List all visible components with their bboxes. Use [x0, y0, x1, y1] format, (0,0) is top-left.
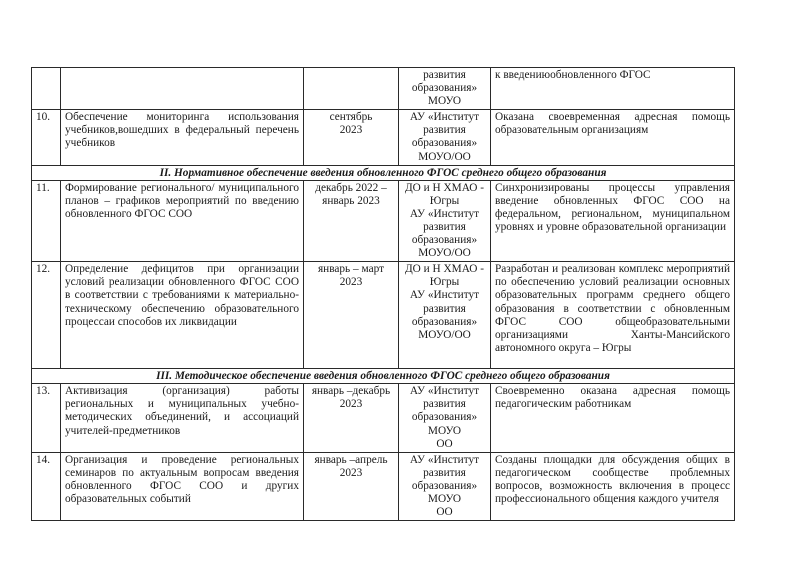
activity-description: Определение дефицитов при организации условий реализации обновленного ФГОС СОО в соответствии с требованиями к материально-техническому обеспечению образовательного процессаи способов их ликвидации [61, 262, 304, 369]
section-title: II. Нормативное обеспечение введения обновленного ФГОС среднего общего образования [32, 165, 735, 180]
deadline-line: 2023 [339, 276, 363, 289]
deadline-line: 2023 [339, 466, 363, 479]
responsible-line: АУ «Институт [409, 453, 480, 466]
row-number: 12. [32, 262, 61, 369]
row-number: 13. [32, 384, 61, 452]
responsible-line: АУ «Институт [409, 385, 480, 398]
responsible-line: МОУО/ОО [418, 328, 471, 341]
table-row-13 [32, 384, 735, 452]
activity-description [61, 68, 304, 110]
responsible-line: развития [423, 466, 466, 479]
responsible-line: образования» [411, 479, 478, 492]
activity-description: Организация и проведение региональных семинаров по актуальным вопросам введения обновленного ФГОС СОО и других образовательных событий [61, 452, 304, 520]
responsible-line: развития [423, 398, 466, 411]
responsible [399, 262, 491, 369]
responsible-line: Югры [429, 276, 460, 289]
deadline-line: 2023 [339, 398, 363, 411]
table-row-10 [32, 110, 735, 165]
row-number [32, 68, 61, 110]
table-row-12 [32, 262, 735, 369]
responsible [399, 180, 491, 262]
responsible-line: образования» [411, 411, 478, 424]
implementation-plan-table [31, 67, 735, 521]
deadline [304, 110, 399, 165]
deadline [304, 384, 399, 452]
result: Созданы площадки для обсуждения общих в педагогическом сообществе проблемных вопросов, возможность включения в процесс профессионального общения каждого учителя [491, 452, 735, 520]
table-row-11 [32, 180, 735, 262]
activity-description: Активизация (организация) работы региональных и муниципальных учебно-методических объединений, и ассоциаций учителей-предметников [61, 384, 304, 452]
responsible-line: развития [423, 69, 466, 81]
section-heading-row [32, 165, 735, 180]
responsible-line: АУ «Институт [409, 111, 480, 124]
responsible-line: образования» [411, 137, 478, 150]
responsible-line: ОО [436, 437, 453, 450]
responsible-line: МОУО [427, 492, 462, 505]
responsible-line: ДО и Н ХМАО - [404, 181, 485, 194]
deadline-line: 2023 [339, 124, 363, 137]
responsible-line: развития [423, 220, 466, 233]
activity-description: Формирование регионального/ муниципального планов – графиков мероприятий по введению обновленного ФГОС СОО [61, 180, 304, 262]
deadline-line: январь 2023 [322, 194, 380, 207]
responsible-line: образования» [411, 315, 478, 328]
deadline-line: январь –апрель [314, 453, 388, 466]
responsible [399, 110, 491, 165]
deadline-line: январь – март [317, 263, 385, 276]
responsible-line: АУ «Институт [409, 207, 480, 220]
section-title: III. Методическое обеспечение введения обновленного ФГОС среднего общего образования [32, 369, 735, 384]
deadline-line: декабрь 2022 – [315, 181, 387, 194]
deadline [304, 262, 399, 369]
responsible-line: МОУО [427, 95, 462, 108]
section-heading-row [32, 369, 735, 384]
result: Разработан и реализован комплекс мероприятий по обеспечению условий реализации основных образовательных программ среднего общего образования в соответствии с обновленным ФГОС СОО общеобразовательными организациями Ханты-Мансийского автономного округа – Югры [491, 262, 735, 369]
row-number: 11. [32, 180, 61, 262]
responsible-line: АУ «Институт [409, 289, 480, 302]
responsible-line: образования» [411, 234, 478, 247]
responsible [399, 384, 491, 452]
row-number: 10. [32, 110, 61, 165]
responsible-line: МОУО/ОО [418, 247, 471, 260]
deadline-line: январь –декабрь [311, 385, 391, 398]
responsible-line: развития [423, 302, 466, 315]
result: Своевременно оказана адресная помощь педагогическим работникам [491, 384, 735, 452]
responsible-line: ОО [436, 506, 453, 519]
responsible-line: Югры [429, 194, 460, 207]
responsible-line: МОУО [427, 424, 462, 437]
responsible [399, 452, 491, 520]
responsible-line: ДО и Н ХМАО - [404, 263, 485, 276]
deadline [304, 180, 399, 262]
responsible-line: развития [423, 124, 466, 137]
row-number: 14. [32, 452, 61, 520]
activity-description: Обеспечение мониторинга использования учебников,вошедших в федеральный перечень учебников [61, 110, 304, 165]
deadline [304, 452, 399, 520]
deadline-line: сентябрь [329, 111, 373, 124]
table-row-14 [32, 452, 735, 520]
result: Оказана своевременная адресная помощь образовательным организациям [491, 110, 735, 165]
result: к введениюобновленного ФГОС [491, 68, 735, 110]
responsible-line: образования» [411, 82, 478, 95]
result: Синхронизированы процессы управления введение обновленных ФГОС СОО на федеральном, региональном, муниципальном уровнях и уровне образовательной организации [491, 180, 735, 262]
table-row-continuation [32, 68, 735, 110]
responsible [399, 68, 491, 110]
responsible-line: МОУО/ОО [418, 150, 471, 163]
deadline [304, 68, 399, 110]
